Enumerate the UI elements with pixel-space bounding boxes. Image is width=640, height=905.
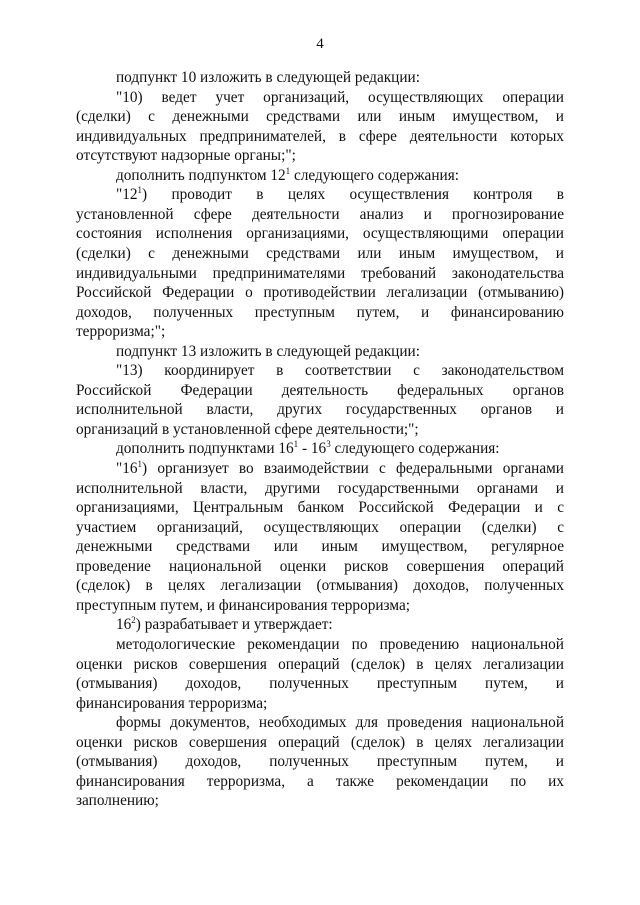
line-text: подпункт 13 изложить в следующей редакции: bbox=[116, 342, 420, 360]
line-text: (сделки) с денежными средствами или иным имуществом, и bbox=[76, 108, 564, 126]
line-text: (отмывания) доходов, полученных преступным путем, и bbox=[76, 753, 564, 771]
line-text: подпункт 10 изложить в следующей редакции: bbox=[116, 69, 420, 86]
text-line bbox=[116, 361, 564, 380]
line-text: исполнительной власти, другими государственными органами и bbox=[76, 479, 564, 497]
line-text: индивидуальными предпринимателями требований законодательства bbox=[76, 264, 564, 282]
line-text: организациями, Центральным банком Российской Федерации и с bbox=[76, 499, 564, 517]
text-line bbox=[116, 68, 564, 87]
text-line bbox=[76, 244, 564, 263]
text-line bbox=[76, 537, 564, 556]
line-text: (отмывания) доходов, полученных преступным путем, и bbox=[76, 675, 564, 693]
page-number: 4 bbox=[316, 36, 324, 52]
text-line bbox=[116, 88, 564, 107]
text-line bbox=[76, 146, 564, 165]
line-text: заполнению; bbox=[76, 792, 159, 810]
text-line bbox=[76, 557, 564, 576]
line-text: индивидуальных предпринимателей, в сфере деятельности которых bbox=[76, 127, 564, 145]
line-text-tail: следующего содержания: bbox=[330, 440, 500, 458]
text-line bbox=[76, 752, 564, 771]
line-text-tail: - 16 bbox=[298, 440, 327, 458]
text-line bbox=[76, 772, 564, 791]
line-text-tail: ) разрабатывает и утверждает: bbox=[135, 616, 333, 634]
line-text: (сделок) в целях легализации (отмывания) доходов, полученных bbox=[76, 577, 564, 595]
text-line bbox=[76, 498, 564, 517]
text-line bbox=[76, 283, 564, 302]
line-text: дополнить подпунктами 16 bbox=[116, 440, 294, 458]
text-line bbox=[76, 420, 564, 439]
line-text: методологические рекомендации по проведению национальной bbox=[116, 635, 564, 653]
text-line bbox=[116, 459, 564, 478]
line-text: оценки рисков совершения операций (сделок) в целях легализации bbox=[76, 655, 564, 673]
line-text: установленной сфере деятельности анализ и прогнозирование bbox=[76, 205, 564, 223]
line-text: финансирования терроризма; bbox=[76, 694, 268, 712]
text-line bbox=[76, 127, 564, 146]
line-text: проведение национальной оценки рисков совершения операций bbox=[76, 557, 564, 575]
line-text: терроризма;"; bbox=[76, 323, 166, 341]
line-text: "10) ведет учет организаций, осуществляющих операции bbox=[116, 88, 564, 106]
superscript: 3 bbox=[326, 439, 331, 450]
text-line bbox=[116, 713, 564, 732]
line-text: организаций в установленной сфере деятельности;"; bbox=[76, 420, 419, 438]
line-text: "16 bbox=[116, 460, 138, 477]
text-line bbox=[76, 322, 564, 341]
text-line bbox=[76, 264, 564, 283]
text-line bbox=[76, 381, 564, 400]
text-line bbox=[76, 674, 564, 693]
line-text: (сделки) с денежными средствами или иным имуществом, и bbox=[76, 244, 564, 262]
line-text: оценки рисков совершения операций (сделок) в целях легализации bbox=[76, 733, 564, 751]
text-line bbox=[76, 107, 564, 126]
text-line bbox=[76, 576, 564, 595]
superscript: 2 bbox=[131, 615, 136, 626]
line-text: дополнить подпунктом 12 bbox=[116, 166, 286, 184]
line-text: доходов, полученных преступным путем, и финансированию bbox=[76, 303, 564, 321]
line-text-tail: следующего содержания: bbox=[290, 166, 459, 184]
line-text: "13) координирует в соответствии с законодательством bbox=[116, 362, 564, 380]
text-line bbox=[116, 185, 564, 204]
text-line bbox=[76, 791, 564, 810]
superscript: 1 bbox=[293, 439, 299, 450]
text-line bbox=[76, 694, 564, 713]
line-text: "12 bbox=[116, 186, 138, 204]
line-text: Российской Федерации деятельность федеральных органов bbox=[76, 381, 564, 399]
superscript: 1 bbox=[285, 165, 291, 176]
text-line bbox=[76, 224, 564, 243]
line-text-tail: ) проводит в целях осуществления контроля в bbox=[142, 186, 564, 204]
line-text: преступным путем, и финансирования терроризма; bbox=[76, 596, 410, 614]
line-text: отсутствуют надзорные органы;"; bbox=[76, 147, 296, 165]
superscript: 1 bbox=[137, 185, 143, 196]
text-line bbox=[76, 205, 564, 224]
line-text: денежными средствами или иным имуществом, регулярное bbox=[76, 538, 564, 556]
text-line bbox=[76, 596, 564, 615]
line-text: исполнительной власти, других государственных органов и bbox=[76, 401, 564, 419]
text-line bbox=[76, 518, 564, 537]
line-text: состояния исполнения организациями, осуществляющими операции bbox=[76, 225, 564, 243]
text-line bbox=[76, 400, 564, 419]
line-text: финансирования терроризма, а также рекомендации по их bbox=[76, 772, 564, 790]
line-text: участием организаций, осуществляющих операции (сделки) с bbox=[76, 518, 564, 536]
line-text: формы документов, необходимых для проведения национальной bbox=[116, 714, 564, 732]
text-line bbox=[76, 479, 564, 498]
text-line bbox=[76, 303, 564, 322]
superscript: 1 bbox=[137, 459, 143, 469]
text-line bbox=[116, 439, 564, 458]
text-line bbox=[116, 615, 564, 634]
text-line bbox=[116, 166, 564, 185]
line-text-tail: ) организует во взаимодействии с федеральными органами bbox=[142, 460, 564, 477]
text-line bbox=[116, 342, 564, 361]
line-text: Российской Федерации о противодействии легализации (отмыванию) bbox=[76, 284, 564, 302]
line-text: 16 bbox=[116, 616, 132, 634]
text-line bbox=[116, 635, 564, 654]
text-line bbox=[76, 655, 564, 674]
text-line bbox=[76, 733, 564, 752]
